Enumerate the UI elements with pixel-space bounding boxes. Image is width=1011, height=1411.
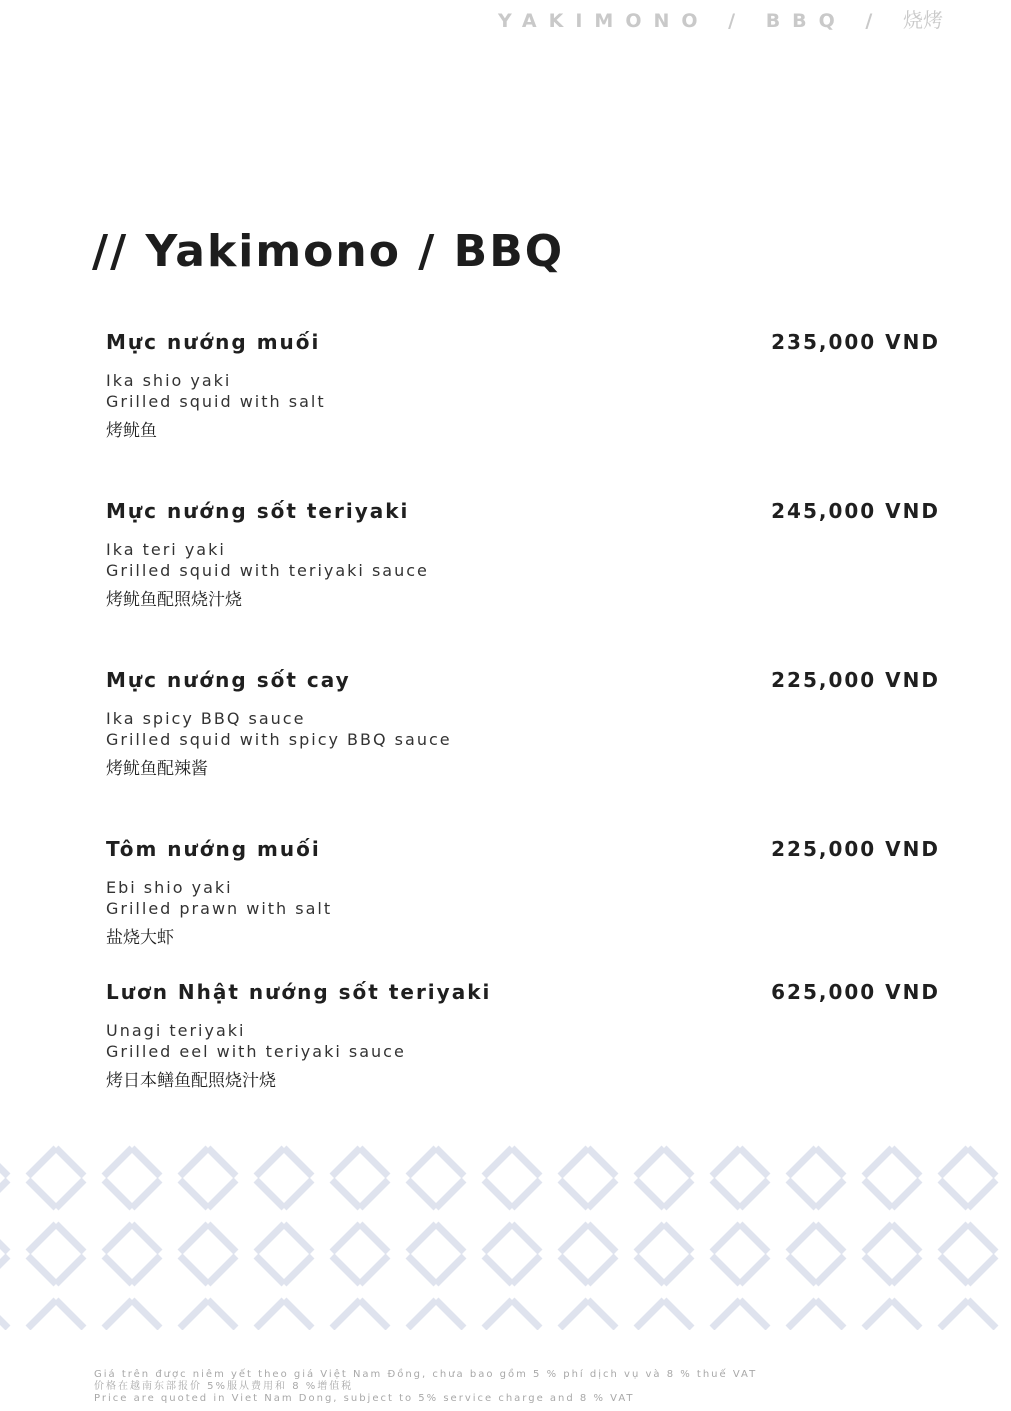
section-header-latin: YAKIMONO / BBQ /	[497, 10, 885, 32]
item-name: Mực nướng sốt cay	[106, 668, 351, 692]
item-english-description: Grilled squid with teriyaki sauce	[106, 561, 429, 580]
item-price: 235,000 VND	[771, 330, 940, 354]
item-japanese-name: Ika teri yaki	[106, 540, 226, 559]
item-english-description: Grilled squid with salt	[106, 392, 326, 411]
item-chinese-name: 烤日本鳝鱼配照烧汁烧	[106, 1071, 276, 1091]
item-japanese-name: Ebi shio yaki	[106, 878, 233, 897]
item-japanese-name: Ika spicy BBQ sauce	[106, 709, 306, 728]
item-price: 625,000 VND	[771, 980, 940, 1004]
item-chinese-name: 烤鱿鱼	[106, 421, 157, 441]
item-chinese-name: 烤鱿鱼配辣酱	[106, 759, 208, 779]
item-japanese-name: Unagi teriyaki	[106, 1021, 246, 1040]
decorative-chevron-pattern	[0, 1140, 1011, 1330]
item-english-description: Grilled squid with spicy BBQ sauce	[106, 730, 452, 749]
item-name: Lươn Nhật nướng sốt teriyaki	[106, 980, 492, 1004]
section-header	[498, 4, 943, 33]
disclaimer-chinese: 价格在越南东部报价 5%服从费用和 8 %增值税	[94, 1381, 354, 1392]
item-price: 225,000 VND	[771, 668, 940, 692]
item-japanese-name: Ika shio yaki	[106, 371, 232, 390]
item-price: 225,000 VND	[771, 837, 940, 861]
section-header-chinese: 烧烤	[903, 8, 943, 32]
item-chinese-name: 盐烧大虾	[106, 928, 174, 948]
disclaimer-english: Price are quoted in Viet Nam Dong, subject to 5% service charge and 8 % VAT	[94, 1393, 635, 1404]
item-name: Mực nướng muối	[106, 330, 321, 354]
item-chinese-name: 烤鱿鱼配照烧汁烧	[106, 590, 242, 610]
price-disclaimer	[94, 1369, 757, 1405]
item-english-description: Grilled prawn with salt	[106, 899, 333, 918]
item-name: Tôm nướng muối	[106, 837, 321, 861]
page-title: // Yakimono / BBQ	[92, 226, 565, 277]
item-price: 245,000 VND	[771, 499, 940, 523]
item-name: Mực nướng sốt teriyaki	[106, 499, 410, 523]
item-english-description: Grilled eel with teriyaki sauce	[106, 1042, 406, 1061]
disclaimer-vietnamese: Giá trên được niêm yết theo giá Việt Nam Đồng, chưa bao gồm 5 % phí dịch vụ và 8 % thuế VAT	[94, 1369, 758, 1380]
